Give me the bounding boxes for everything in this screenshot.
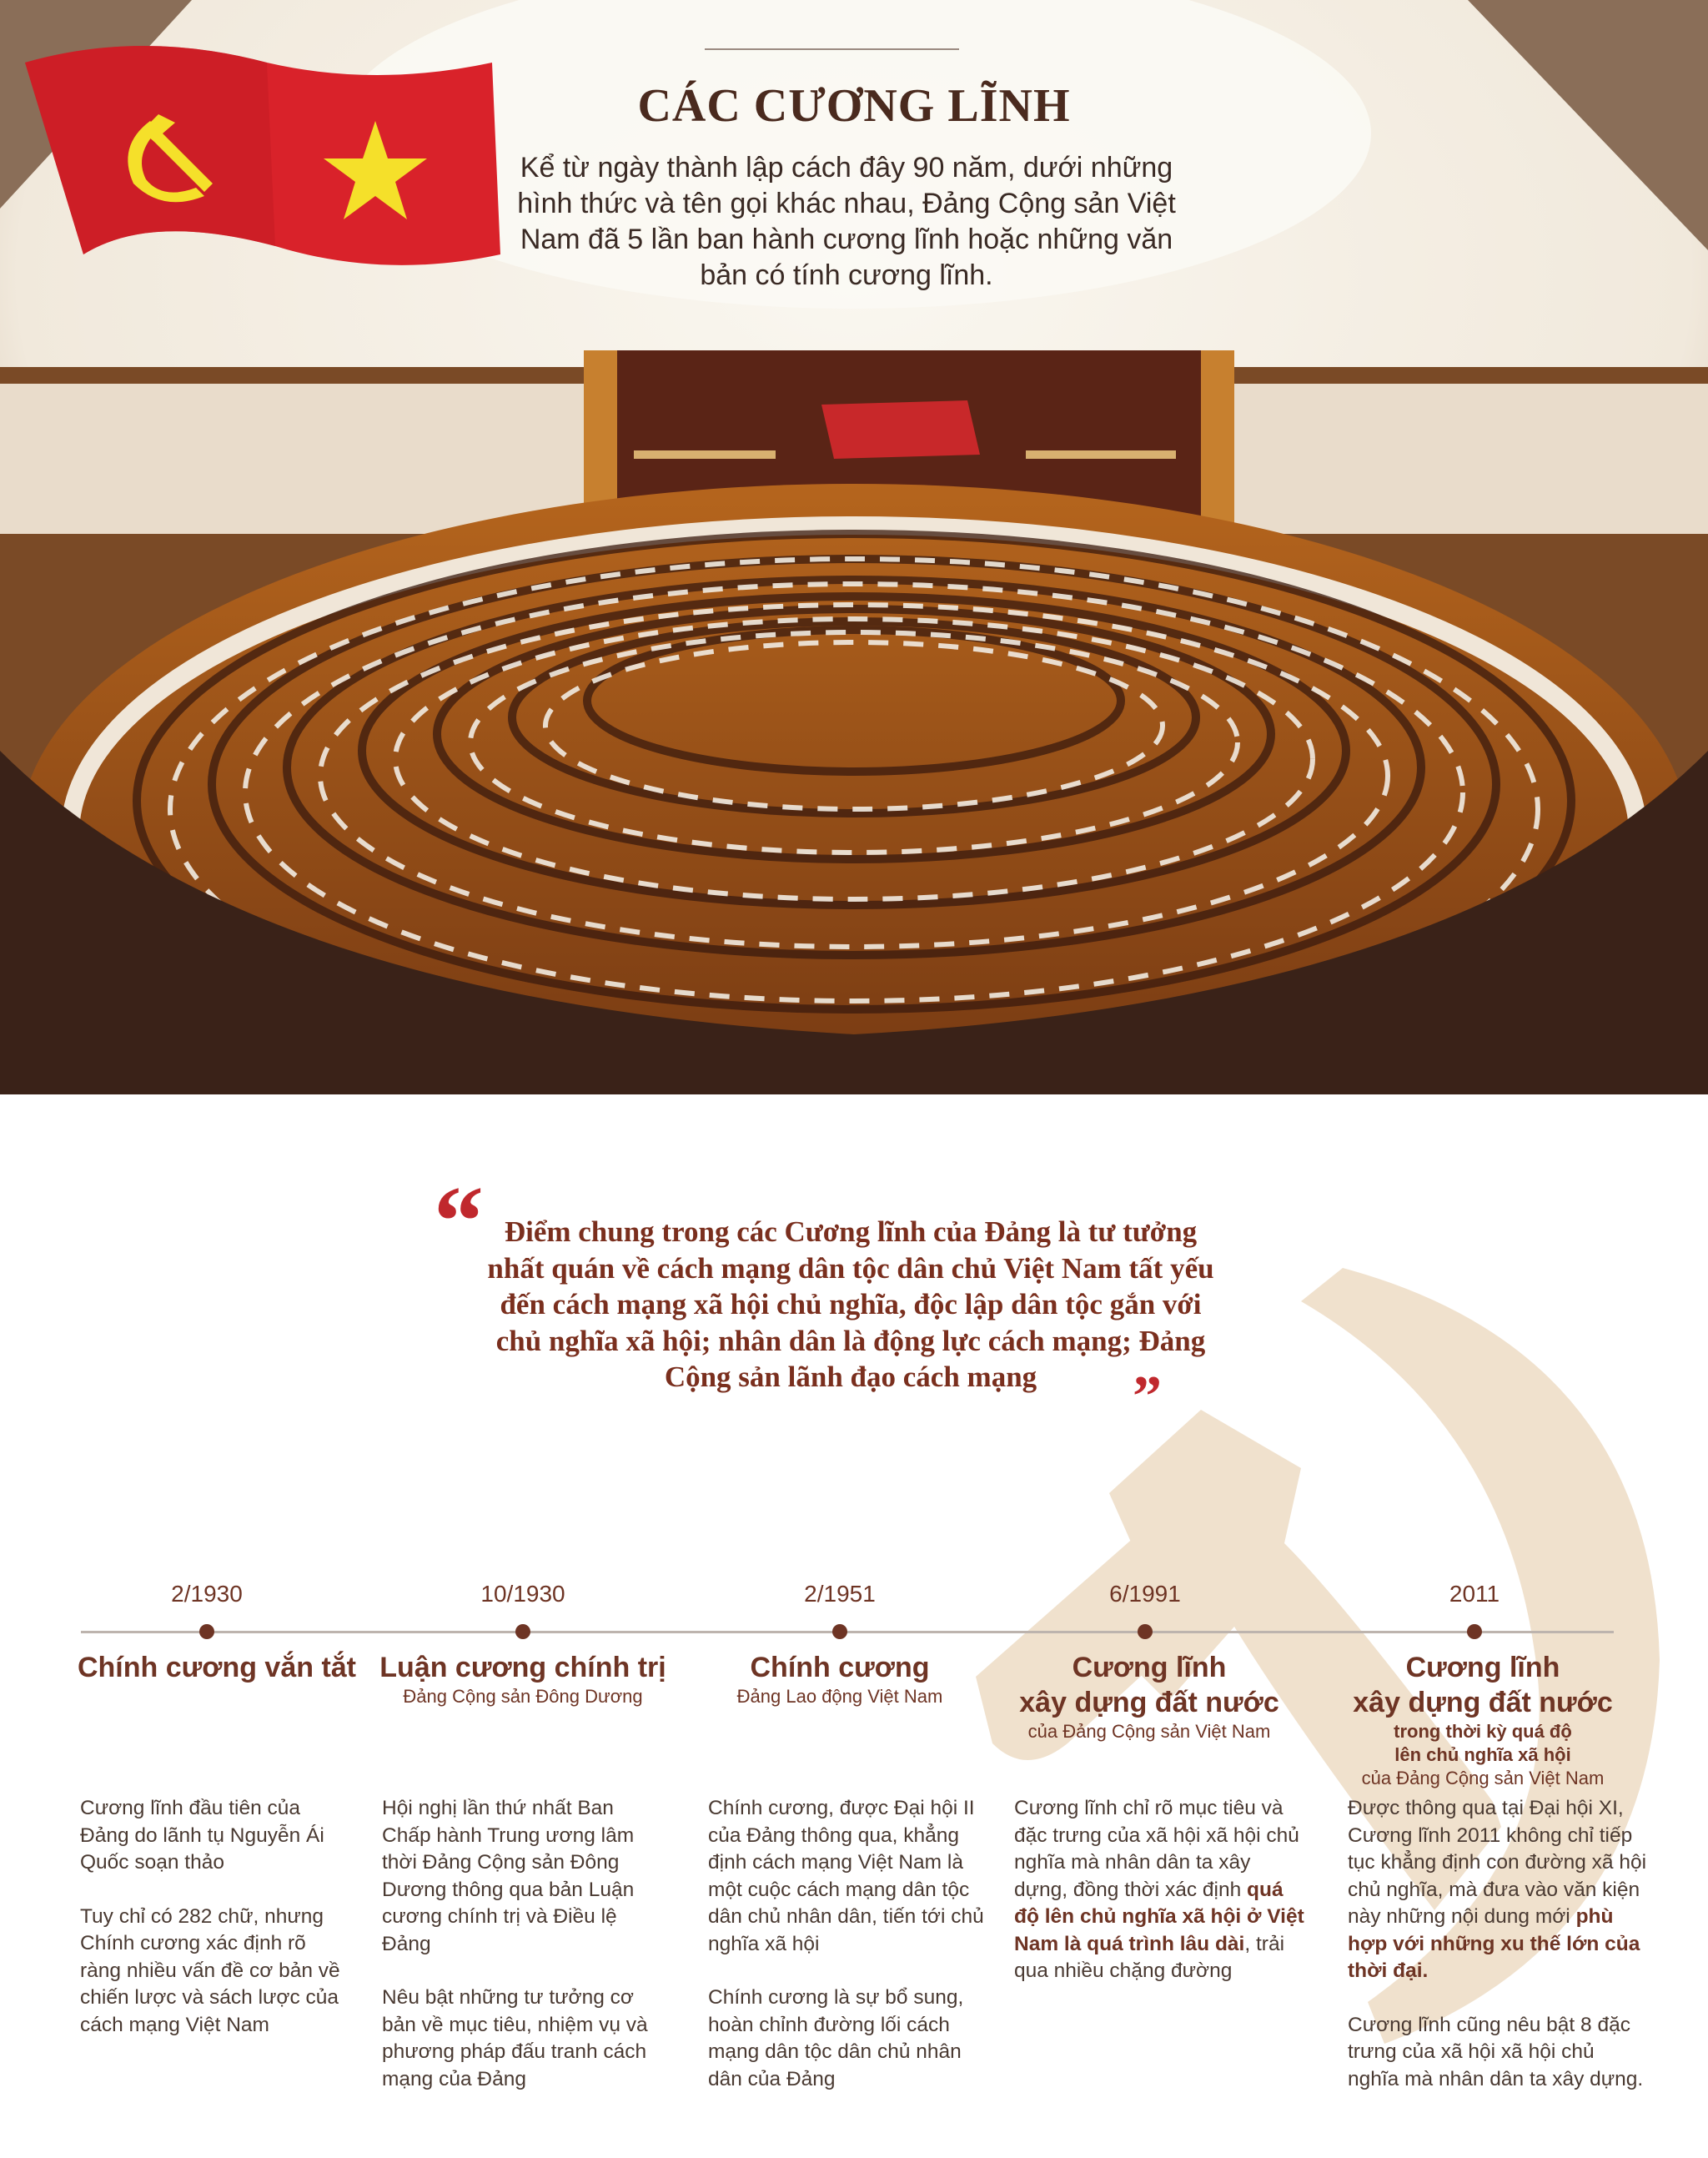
item-body	[1014, 1795, 1306, 2012]
pull-quote: Điểm chung trong các Cương lĩnh của Đảng là tư tưởng nhất quán về cách mạng dân tộc dân chủ Việt Nam tất yếu đến cách mạng xã hội chủ nghĩa, độc lập dân tộc gắn với chủ nghĩa xã hội; nhân dân là động lực cách mạng; Đảng Cộng sản lãnh đạo cách mạng	[487, 1215, 1214, 1393]
timeline-item-2011	[1316, 1650, 1650, 1790]
timeline-axis	[81, 1631, 1614, 1633]
item-title: Cương lĩnh	[1072, 1652, 1227, 1683]
item-subtitle-bold: trong thời kỳ quá độ	[1394, 1721, 1572, 1742]
timeline-dot	[832, 1624, 847, 1639]
item-subtitle: Đảng Cộng sản Đông Dương	[403, 1686, 643, 1707]
item-title: Chính cương	[750, 1652, 930, 1683]
timeline-item-1930-02	[67, 1650, 367, 1685]
item-subtitle: của Đảng Cộng sản Việt Nam	[1027, 1721, 1271, 1742]
item-title: xây dựng đất nước	[1019, 1687, 1279, 1718]
timeline-date: 2/1930	[171, 1581, 243, 1607]
item-subtitle: Đảng Lao động Việt Nam	[736, 1686, 943, 1707]
timeline-date: 2011	[1449, 1581, 1500, 1607]
paragraph: Cương lĩnh chỉ rõ mục tiêu và đặc trưng của xã hội xã hội chủ nghĩa mà nhân dân ta xây dựng, đồng thời xác định quá độ lên chủ nghĩa xã hội ở Việt Nam là quá trình lâu dài, trải qua nhiều chặng đường	[1014, 1797, 1304, 1982]
timeline-dot	[1467, 1624, 1482, 1639]
item-subtitle: của Đảng Cộng sản Việt Nam	[1361, 1768, 1605, 1788]
timeline-dot	[515, 1624, 530, 1639]
open-quote-icon: “	[434, 1165, 484, 1276]
item-body	[80, 1795, 347, 2065]
item-title: Chính cương vắn tắt	[77, 1652, 357, 1683]
paragraph: Chính cương, được Đại hội II của Đảng thông qua, khẳng định cách mạng Việt Nam là một cuộc cách mạng dân tộc dân chủ nhân dân, tiến tới chủ nghĩa xã hội	[708, 1797, 984, 1955]
paragraph: Hội nghị lần thứ nhất Ban Chấp hành Trung ương lâm thời Đảng Cộng sản Đông Dương thông qua bản Luận cương chính trị và Điều lệ Đảng	[382, 1797, 635, 1955]
close-quote-icon: ”	[1133, 1365, 1162, 1429]
item-title: xây dựng đất nước	[1353, 1687, 1613, 1718]
timeline-date: 2/1951	[804, 1581, 876, 1607]
paragraph: Tuy chỉ có 282 chữ, nhưng Chính cương xác định rõ ràng nhiều vấn đề cơ bản về chiến lược và sách lược của cách mạng Việt Nam	[80, 1904, 340, 2036]
timeline-dot	[199, 1624, 214, 1639]
item-body	[382, 1795, 666, 2120]
paragraph: Cương lĩnh cũng nêu bật 8 đặc trưng của xã hội xã hội chủ nghĩa mà nhân dân ta xây dựng.	[1348, 2013, 1644, 2090]
timeline-item-1991	[982, 1650, 1316, 1743]
timeline-dot	[1138, 1624, 1153, 1639]
item-subtitle-bold: lên chủ nghĩa xã hội	[1394, 1744, 1571, 1765]
timeline-item-1930-10	[373, 1650, 673, 1708]
paragraph: Cương lĩnh đầu tiên của Đảng do lãnh tụ Nguyễn Ái Quốc soạn thảo	[80, 1797, 324, 1874]
intro-text: Kể từ ngày thành lập cách đây 90 năm, dưới những hình thức và tên gọi khác nhau, Đảng Cộng sản Việt Nam đã 5 lần ban hành cương lĩnh hoặc những văn bản có tính cương lĩnh.	[517, 152, 1176, 291]
item-title: Cương lĩnh	[1405, 1652, 1560, 1683]
paragraph: Nêu bật những tư tưởng cơ bản về mục tiêu, nhiệm vụ và phương pháp đấu tranh cách mạng của Đảng	[382, 1986, 648, 2090]
paragraph: Được thông qua tại Đại hội XI, Cương lĩnh 2011 không chỉ tiếp tục khẳng định con đường xã hội chủ nghĩa, mà đưa vào văn kiện này những nội dung mới phù hợp với những xu thế lớn của thời đại.	[1348, 1797, 1647, 1982]
item-body	[708, 1795, 992, 2120]
timeline-date: 6/1991	[1109, 1581, 1181, 1607]
item-body	[1348, 1795, 1648, 2120]
timeline-date: 10/1930	[480, 1581, 565, 1607]
item-title: Luận cương chính trị	[379, 1652, 666, 1683]
timeline-item-1951	[690, 1650, 990, 1708]
paragraph: Chính cương là sự bổ sung, hoàn chỉnh đường lối cách mạng dân tộc dân chủ nhân dân của Đảng	[708, 1986, 964, 2090]
page-title: CÁC CƯƠNG LĨNH	[637, 80, 1071, 132]
